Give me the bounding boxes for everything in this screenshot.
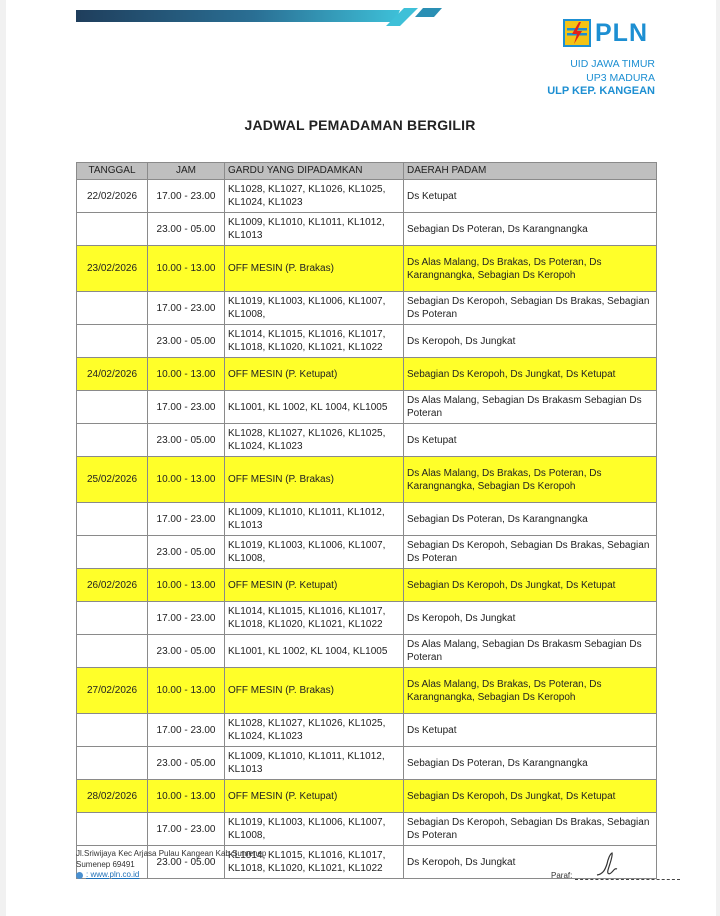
cell-gardu: KL1001, KL 1002, KL 1004, KL1005 — [225, 635, 404, 668]
pln-logo — [563, 19, 648, 47]
unit-line-3: ULP KEP. KANGEAN — [547, 85, 655, 97]
cell-gardu: KL1014, KL1015, KL1016, KL1017, KL1018, KL1020, KL1021, KL1022 — [225, 846, 404, 879]
table-row — [77, 391, 657, 424]
cell-time: 23.00 - 05.00 — [148, 536, 225, 569]
table-row — [77, 358, 657, 391]
website-link[interactable]: : www.pln.co.id — [86, 870, 140, 879]
cell-time: 17.00 - 23.00 — [148, 602, 225, 635]
cell-time: 23.00 - 05.00 — [148, 325, 225, 358]
cell-date: 28/02/2026 — [77, 780, 148, 813]
cell-area: Sebagian Ds Keropoh, Ds Jungkat, Ds Ketupat — [404, 358, 657, 391]
cell-date: 26/02/2026 — [77, 569, 148, 602]
table-row — [77, 213, 657, 246]
unit-info — [547, 58, 655, 99]
cell-gardu: OFF MESIN (P. Ketupat) — [225, 569, 404, 602]
cell-area: Ds Alas Malang, Sebagian Ds Brakasm Sebagian Ds Poteran — [404, 391, 657, 424]
cell-time: 23.00 - 05.00 — [148, 747, 225, 780]
cell-date — [77, 424, 148, 457]
signature-mark — [595, 850, 625, 878]
paraf-label: Paraf: — [551, 871, 573, 880]
cell-time: 23.00 - 05.00 — [148, 424, 225, 457]
cell-gardu: KL1028, KL1027, KL1026, KL1025, KL1024, KL1023 — [225, 714, 404, 747]
cell-gardu: OFF MESIN (P. Ketupat) — [225, 780, 404, 813]
cell-gardu: KL1014, KL1015, KL1016, KL1017, KL1018, KL1020, KL1021, KL1022 — [225, 602, 404, 635]
table-row — [77, 747, 657, 780]
schedule-body — [77, 180, 657, 879]
cell-date — [77, 391, 148, 424]
cell-area: Sebagian Ds Keropoh, Ds Jungkat, Ds Ketupat — [404, 780, 657, 813]
cell-area: Ds Alas Malang, Ds Brakas, Ds Poteran, Ds Karangnangka, Sebagian Ds Keropoh — [404, 668, 657, 714]
globe-icon — [76, 872, 83, 879]
table-row — [77, 635, 657, 668]
cell-date — [77, 747, 148, 780]
cell-gardu: KL1019, KL1003, KL1006, KL1007, KL1008, — [225, 813, 404, 846]
cell-area: Sebagian Ds Keropoh, Sebagian Ds Brakas, Sebagian Ds Poteran — [404, 292, 657, 325]
footer-address — [76, 849, 266, 881]
cell-date: 23/02/2026 — [77, 246, 148, 292]
cell-time: 10.00 - 13.00 — [148, 569, 225, 602]
cell-time: 17.00 - 23.00 — [148, 391, 225, 424]
table-row — [77, 503, 657, 536]
cell-area: Ds Alas Malang, Ds Brakas, Ds Poteran, Ds Karangnangka, Sebagian Ds Keropoh — [404, 246, 657, 292]
cell-time: 10.00 - 13.00 — [148, 358, 225, 391]
table-row — [77, 180, 657, 213]
unit-line-2: UP3 MADURA — [586, 71, 655, 84]
cell-time: 23.00 - 05.00 — [148, 213, 225, 246]
cell-date — [77, 213, 148, 246]
cell-date — [77, 714, 148, 747]
cell-date: 27/02/2026 — [77, 668, 148, 714]
cell-area: Ds Alas Malang, Ds Brakas, Ds Poteran, Ds Karangnangka, Sebagian Ds Keropoh — [404, 457, 657, 503]
cell-time: 10.00 - 13.00 — [148, 780, 225, 813]
table-row — [77, 714, 657, 747]
cell-area: Ds Keropoh, Ds Jungkat — [404, 846, 657, 879]
logo-wordmark: PLN — [595, 19, 648, 47]
cell-time: 17.00 - 23.00 — [148, 180, 225, 213]
address-line-2: Sumenep 69491 — [76, 859, 135, 869]
cell-time: 17.00 - 23.00 — [148, 292, 225, 325]
cell-gardu: KL1028, KL1027, KL1026, KL1025, KL1024, KL1023 — [225, 424, 404, 457]
cell-gardu: KL1009, KL1010, KL1011, KL1012, KL1013 — [225, 213, 404, 246]
cell-area: Ds Ketupat — [404, 180, 657, 213]
table-row — [77, 536, 657, 569]
cell-area: Sebagian Ds Keropoh, Sebagian Ds Brakas, Sebagian Ds Poteran — [404, 813, 657, 846]
cell-gardu: KL1009, KL1010, KL1011, KL1012, KL1013 — [225, 747, 404, 780]
cell-date — [77, 325, 148, 358]
header-gardu: GARDU YANG DIPADAMKAN — [225, 163, 404, 180]
cell-date — [77, 635, 148, 668]
cell-time: 23.00 - 05.00 — [148, 635, 225, 668]
cell-time: 10.00 - 13.00 — [148, 457, 225, 503]
table-row — [77, 457, 657, 503]
table-row — [77, 602, 657, 635]
cell-gardu: KL1028, KL1027, KL1026, KL1025, KL1024, KL1023 — [225, 180, 404, 213]
header-tanggal: TANGGAL — [77, 163, 148, 180]
cell-time: 10.00 - 13.00 — [148, 246, 225, 292]
cell-gardu: OFF MESIN (P. Ketupat) — [225, 358, 404, 391]
cell-gardu: OFF MESIN (P. Brakas) — [225, 246, 404, 292]
cell-area: Ds Alas Malang, Sebagian Ds Brakasm Sebagian Ds Poteran — [404, 635, 657, 668]
table-header-row — [77, 163, 657, 180]
cell-gardu: KL1001, KL 1002, KL 1004, KL1005 — [225, 391, 404, 424]
cell-area: Sebagian Ds Poteran, Ds Karangnangka — [404, 503, 657, 536]
table-row — [77, 569, 657, 602]
table-row — [77, 813, 657, 846]
cell-gardu: KL1019, KL1003, KL1006, KL1007, KL1008, — [225, 292, 404, 325]
unit-line-1: UID JAWA TIMUR — [570, 58, 655, 70]
website-row — [76, 870, 266, 881]
cell-area: Sebagian Ds Keropoh, Sebagian Ds Brakas, Sebagian Ds Poteran — [404, 536, 657, 569]
cell-time: 23.00 - 05.00 — [148, 846, 225, 879]
table-row — [77, 325, 657, 358]
cell-gardu: KL1014, KL1015, KL1016, KL1017, KL1018, KL1020, KL1021, KL1022 — [225, 325, 404, 358]
cell-date — [77, 292, 148, 325]
cell-area: Sebagian Ds Poteran, Ds Karangnangka — [404, 747, 657, 780]
table-row — [77, 246, 657, 292]
cell-area: Ds Keropoh, Ds Jungkat — [404, 325, 657, 358]
cell-date — [77, 503, 148, 536]
table-row — [77, 424, 657, 457]
cell-date — [77, 536, 148, 569]
header-daerah: DAERAH PADAM — [404, 163, 657, 180]
address-line-1: Jl.Sriwijaya Kec Arjasa Pulau Kangean Kab Sumenep — [76, 849, 267, 858]
cell-area: Sebagian Ds Keropoh, Ds Jungkat, Ds Ketupat — [404, 569, 657, 602]
cell-gardu: OFF MESIN (P. Brakas) — [225, 668, 404, 714]
cell-gardu: KL1019, KL1003, KL1006, KL1007, KL1008, — [225, 536, 404, 569]
cell-date — [77, 602, 148, 635]
table-row — [77, 292, 657, 325]
cell-time: 17.00 - 23.00 — [148, 503, 225, 536]
cell-area: Ds Keropoh, Ds Jungkat — [404, 602, 657, 635]
document-title: JADWAL PEMADAMAN BERGILIR — [244, 117, 476, 133]
table-row — [77, 780, 657, 813]
cell-date: 22/02/2026 — [77, 180, 148, 213]
cell-gardu: OFF MESIN (P. Brakas) — [225, 457, 404, 503]
cell-date: 24/02/2026 — [77, 358, 148, 391]
cell-time: 17.00 - 23.00 — [148, 813, 225, 846]
cell-time: 10.00 - 13.00 — [148, 668, 225, 714]
cell-date: 25/02/2026 — [77, 457, 148, 503]
cell-gardu: KL1009, KL1010, KL1011, KL1012, KL1013 — [225, 503, 404, 536]
table-row — [77, 668, 657, 714]
cell-area: Ds Ketupat — [404, 424, 657, 457]
schedule-table — [76, 162, 657, 879]
cell-area: Ds Ketupat — [404, 714, 657, 747]
paraf-line — [575, 871, 680, 880]
header-jam: JAM — [148, 163, 225, 180]
cell-area: Sebagian Ds Poteran, Ds Karangnangka — [404, 213, 657, 246]
pln-lightning-icon — [563, 19, 591, 47]
cell-date — [77, 813, 148, 846]
cell-time: 17.00 - 23.00 — [148, 714, 225, 747]
